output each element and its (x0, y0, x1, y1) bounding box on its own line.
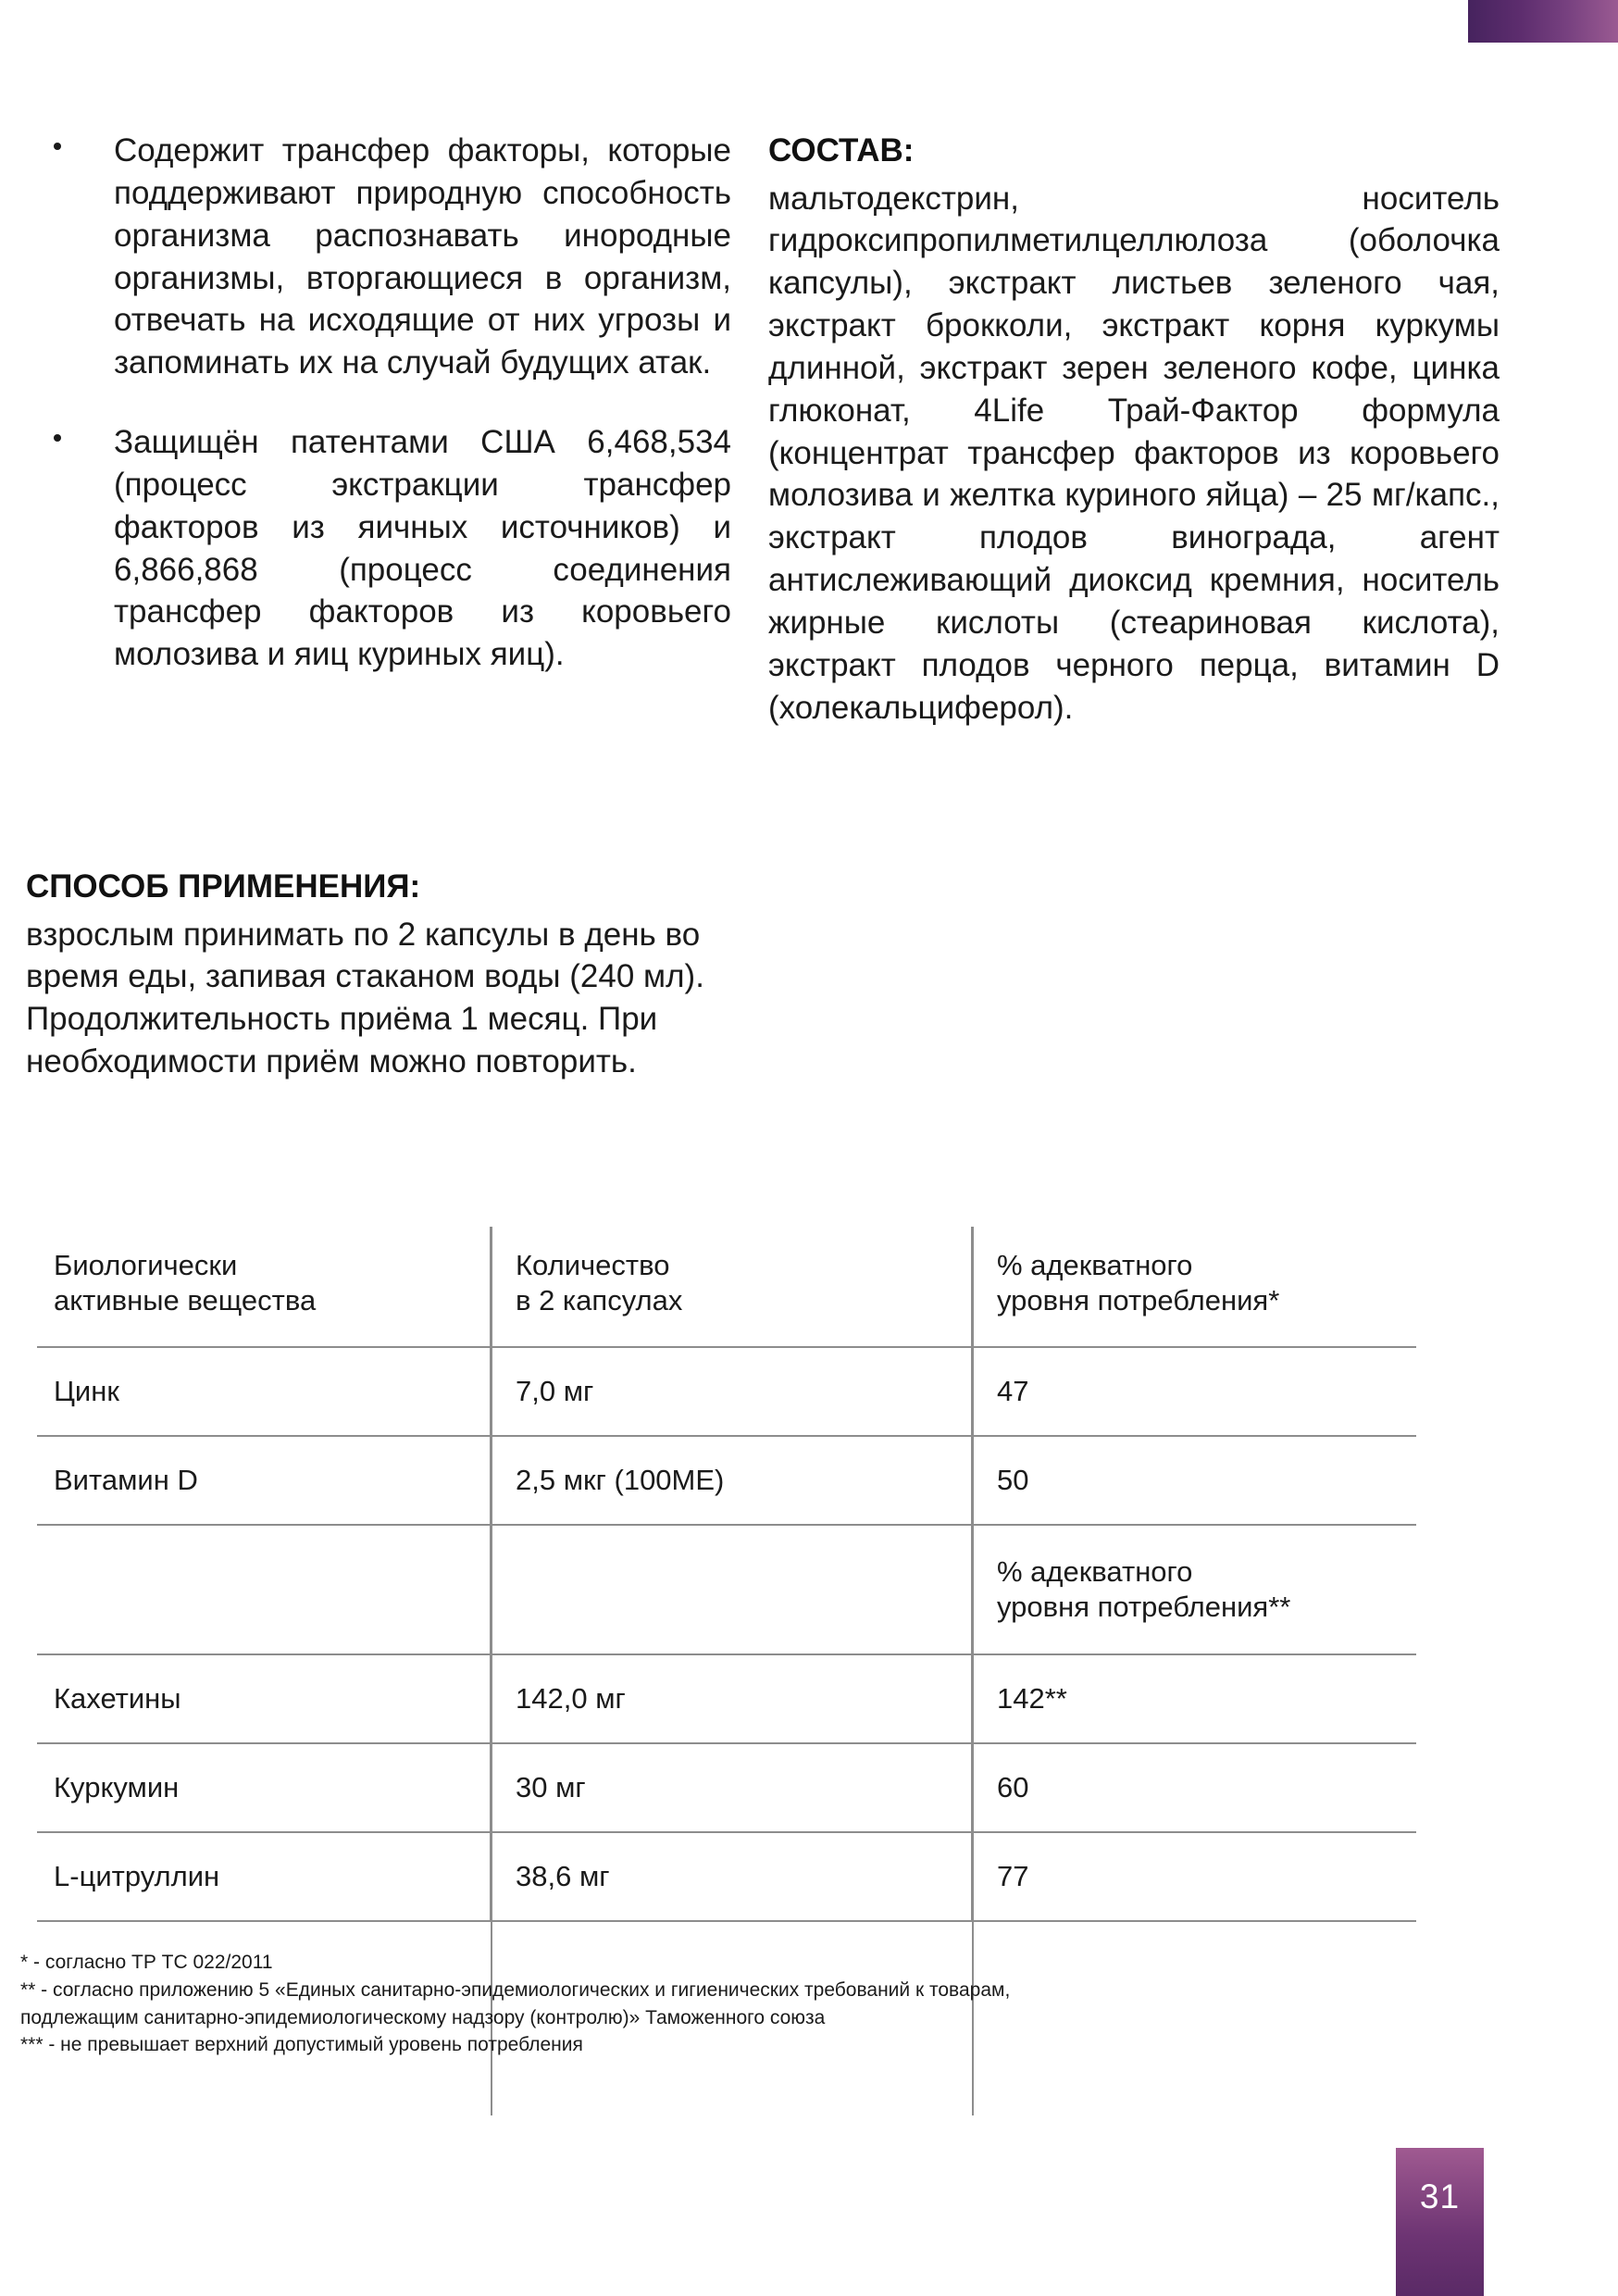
table-header-row (37, 1227, 1416, 1347)
header-line: в 2 капсулах (516, 1283, 683, 1316)
cell-substance-name: Кахетины (37, 1654, 491, 1743)
subheader-line: уровня потребления** (997, 1591, 1291, 1623)
right-column (731, 130, 1500, 729)
cell-substance-name: Цинк (37, 1347, 491, 1436)
table-header-cell-substances (37, 1227, 491, 1347)
cell-amount: 30 мг (491, 1743, 972, 1832)
cell-amount: 2,5 мкг (100МЕ) (491, 1436, 972, 1525)
cell-percent: 47 (972, 1347, 1416, 1436)
cell-amount: 142,0 мг (491, 1654, 972, 1743)
table-header-cell-percent (972, 1227, 1416, 1347)
footnote-line-4: *** - не превышает верхний допустимый уровень потребления (20, 2034, 583, 2056)
cell-percent: 142** (972, 1654, 1416, 1743)
table-row (37, 1654, 1416, 1743)
composition-heading: СОСТАВ: (768, 132, 915, 168)
cell-percent: 77 (972, 1832, 1416, 1921)
cell-amount: 7,0 мг (491, 1347, 972, 1436)
footnote-line-3: подлежащим санитарно-эпидемиологическому надзору (контролю)» Таможенного союза (20, 2006, 826, 2028)
nutrition-table-wrapper (37, 1227, 1416, 1922)
bullet-text: Защищён патентами США 6,468,534 (процесс экстракции трансфер факторов из яичных источников) и 6,866,868 (процесс соединения трансфер факторов из коровьего молозива и яиц куриных яиц). (114, 424, 731, 673)
nutrition-table (37, 1227, 1416, 1922)
page-number-tab (1396, 2148, 1484, 2296)
usage-heading: СПОСОБ ПРИМЕНЕНИЯ: (26, 868, 421, 905)
cell-empty (491, 1525, 972, 1654)
table-row (37, 1347, 1416, 1436)
list-item (26, 130, 731, 384)
composition-text: мальтодекстрин, носитель гидроксипропилметилцеллюлоза (оболочка капсулы), экстракт листьев зеленого чая, экстракт брокколи, экстракт корня куркумы длинной, экстракт зерен зеленого кофе, цинка глюконат, 4Life Трай-Фактор формула (концентрат трансфер факторов из коровьего молозива и желтка куриного яйца) – 25 мг/капс., экстракт плодов винограда, агент антислеживающий диоксид кремния, носитель жирные кислоты (стеариновая кислота), экстракт плодов черного перца, витамин D (холекальциферол). (768, 180, 1500, 726)
header-line: Биологически (54, 1248, 238, 1281)
cell-empty (37, 1525, 491, 1654)
cell-amount: 38,6 мг (491, 1832, 972, 1921)
two-column-block (0, 130, 1618, 729)
footnotes-block (20, 1949, 1409, 2059)
footnote-line-2: ** - согласно приложению 5 «Единых санитарно-эпидемиологических и гигиенических требований к товарам, (20, 1978, 1011, 2001)
feature-bullet-list (26, 130, 731, 676)
bullet-dot-icon (54, 143, 61, 150)
header-line: уровня потребления* (997, 1283, 1280, 1316)
footnote-line-1: * - согласно ТР ТС 022/2011 (20, 1952, 273, 1973)
bullet-text: Содержит трансфер факторы, которые поддерживают природную способность организма распознавать инородные организмы, вторгающиеся в организм, отвечать на исходящие от них угрозы и запоминать их на случай будущих атак. (114, 132, 731, 381)
left-column (0, 130, 731, 676)
cell-percent: 60 (972, 1743, 1416, 1832)
page-number: 31 (1419, 2177, 1461, 2215)
table-subheader-row (37, 1525, 1416, 1654)
header-line: % адекватного (997, 1248, 1193, 1281)
usage-block (26, 866, 757, 1083)
cell-substance-name: Куркумин (37, 1743, 491, 1832)
table-row (37, 1743, 1416, 1832)
table-row (37, 1436, 1416, 1525)
bullet-dot-icon (54, 434, 61, 442)
top-right-accent-bar (1468, 0, 1618, 43)
header-line: Количество (516, 1248, 670, 1281)
table-row (37, 1832, 1416, 1921)
list-item (26, 421, 731, 676)
usage-text: взрослым принимать по 2 капсулы в день во время еды, запивая стаканом воды (240 мл). Продолжительность приёма 1 месяц. При необходимости приём можно повторить. (26, 916, 704, 1080)
table-header-cell-amount (491, 1227, 972, 1347)
subheader-line: % адекватного (997, 1555, 1193, 1589)
cell-percent: 50 (972, 1436, 1416, 1525)
header-line: активные вещества (54, 1283, 317, 1316)
cell-substance-name: Витамин D (37, 1436, 491, 1525)
table-subheader-cell-percent (972, 1525, 1416, 1654)
cell-substance-name: L-цитруллин (37, 1832, 491, 1921)
